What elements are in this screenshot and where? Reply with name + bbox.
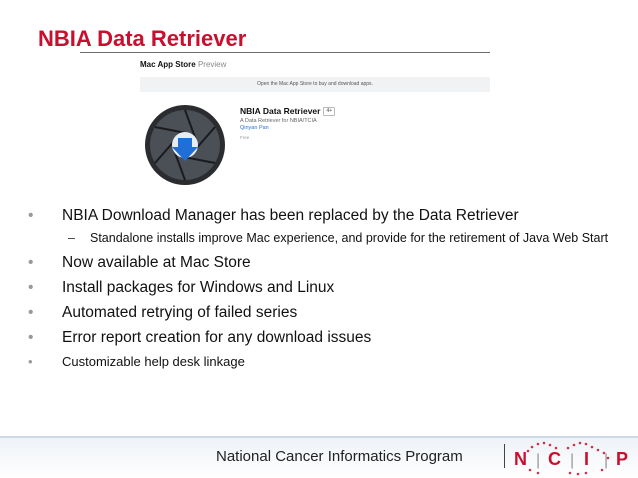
app-price: Free bbox=[240, 135, 250, 141]
sub-bullet-item bbox=[28, 230, 610, 246]
sub-bullet-dash: – bbox=[68, 231, 75, 245]
app-developer-link[interactable]: Qinyan Pan bbox=[240, 125, 269, 132]
app-name-text: NBIA Data Retriever bbox=[240, 106, 321, 116]
bullet-dot: • bbox=[28, 304, 34, 321]
bullet-dot: • bbox=[28, 329, 34, 346]
app-info bbox=[240, 106, 440, 140]
bullet-text: Error report creation for any download issues bbox=[62, 329, 372, 346]
bullet-item bbox=[28, 328, 628, 347]
logo-separator: | bbox=[570, 452, 575, 469]
bullet-text: Automated retrying of failed series bbox=[62, 304, 298, 321]
footer-separator bbox=[504, 444, 505, 468]
bullet-text: Customizable help desk linkage bbox=[62, 354, 245, 369]
age-rating-badge: 4+ bbox=[323, 107, 335, 116]
store-preview-label: Preview bbox=[197, 60, 227, 69]
app-aperture-icon bbox=[144, 104, 226, 186]
bullet-text: Now available at Mac Store bbox=[62, 254, 251, 271]
bullet-text: Install packages for Windows and Linux bbox=[62, 279, 335, 296]
store-header bbox=[140, 60, 226, 69]
app-subtitle: A Data Retriever for NBIA/TCIA bbox=[240, 118, 317, 125]
store-brand: Mac App Store bbox=[140, 60, 196, 69]
mac-app-store-panel bbox=[140, 58, 490, 186]
bullet-text: NBIA Download Manager has been replaced by the Data Retriever bbox=[62, 207, 519, 224]
logo-letter-c: C bbox=[548, 449, 561, 469]
bullet-item bbox=[28, 303, 628, 322]
logo-letter-p: P bbox=[616, 449, 629, 469]
bullet-item bbox=[28, 353, 628, 370]
title-rule bbox=[80, 52, 490, 53]
logo-letter-i: I bbox=[584, 449, 590, 469]
logo-separator: | bbox=[604, 452, 609, 469]
store-banner[interactable]: Open the Mac App Store to buy and download apps. bbox=[140, 77, 490, 92]
logo-letter-n: N bbox=[514, 449, 527, 469]
logo-separator: | bbox=[536, 452, 541, 469]
bullet-dot: • bbox=[28, 254, 34, 271]
bullet-dot: • bbox=[28, 354, 33, 369]
ncip-logo bbox=[508, 440, 634, 476]
bullet-item bbox=[28, 206, 628, 225]
bullet-item bbox=[28, 278, 628, 297]
bullet-list bbox=[28, 206, 628, 376]
bullet-dot: • bbox=[28, 207, 34, 224]
app-name bbox=[240, 106, 440, 116]
sub-bullet-text: Standalone installs improve Mac experience, and provide for the retirement of Java Web Start bbox=[90, 231, 609, 245]
slide-title: NBIA Data Retriever bbox=[38, 26, 247, 51]
bullet-dot: • bbox=[28, 279, 34, 296]
bullet-item bbox=[28, 253, 628, 272]
footer-program-name: National Cancer Informatics Program bbox=[216, 448, 463, 465]
